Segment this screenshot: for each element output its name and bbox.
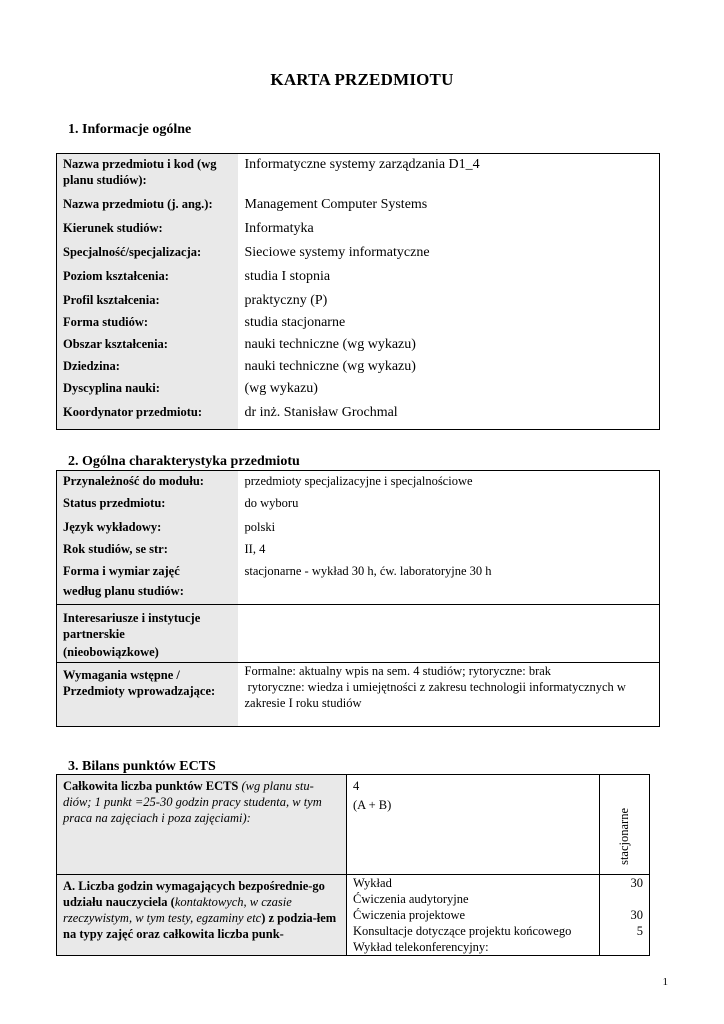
label-study-form: Forma studiów: [57,312,238,334]
class-type-lecture: Wykład [353,876,392,890]
label-area: Obszar kształcenia: [57,334,238,356]
hours-teleconference [606,939,643,955]
value-study-form: studia stacjonarne [244,314,346,330]
value-discipline: (wg wykazu) [244,380,318,396]
prereq-line3: zakresie I roku studiów [244,696,362,710]
contact-hours-types [347,875,600,956]
section-2-heading: 2. Ogólna charakterystyka przedmiotu [68,454,300,469]
value-domain: nauki techniczne (wg wykazu) [244,358,416,374]
label-domain: Dziedzina: [57,356,238,378]
value-module: przedmioty specjalizacyjne i specjalnościowe [244,474,473,488]
label-status: Status przedmiotu: [57,493,238,517]
label-class-form-line2: według planu studiów: [63,583,184,598]
section-3-heading: 3. Bilans punktów ECTS [68,759,216,774]
label-module: Przynależność do modułu: [57,471,238,493]
label-partners-line2: partnerskie [63,627,125,641]
column-header-text: stacjonarne [617,808,631,865]
label-partners-line3: (nieobowiązkowe) [63,645,159,659]
contact-hours-label-p1: A. Liczba godzin wymagających bezpośrednie-go udziału nauczyciela ( [63,879,325,909]
label-field-of-study: Kierunek studiów: [57,218,238,242]
label-prerequisites-line1: Wymagania wstępne / [63,668,180,682]
hours-auditorium [606,891,643,907]
value-status: do wyboru [244,495,299,510]
value-year-semester: II, 4 [244,541,266,556]
value-coordinator: dr inż. Stanisław Grochmal [244,404,398,420]
label-class-form [57,561,238,605]
value-specialization: Sieciowe systemy informatyczne [244,244,430,260]
label-prerequisites [57,663,238,727]
value-area: nauki techniczne (wg wykazu) [244,336,416,352]
ects-total-formula: (A + B) [353,798,392,812]
prereq-line1: Formalne: aktualny wpis na sem. 4 studiów; rytoryczne: brak [244,664,552,678]
column-header-stacjonarne [600,775,650,875]
page-number: 1 [662,976,668,988]
label-profile: Profil kształcenia: [57,290,238,312]
value-prerequisites [238,663,660,727]
label-course-name: Nazwa przedmiotu i kod (wg planu studiów): [57,154,238,194]
hours-project: 30 [630,908,643,922]
value-partners [238,605,660,663]
characteristics-table [56,470,660,727]
ects-total-label-italic: (wg planu stu-diów; 1 punkt =25-30 godzin pracy studenta, w tym praca na zajęciach i poza zajęciami): [63,779,322,825]
class-type-project: Ćwiczenia projektowe [353,908,466,922]
label-coordinator: Koordynator przedmiotu: [57,402,238,430]
section-1-heading: 1. Informacje ogólne [68,122,192,137]
ects-total-label-bold: Całkowita liczba punktów ECTS [63,779,239,793]
ects-total-number: 4 [353,779,360,793]
value-level: studia I stopnia [244,268,331,284]
value-profile: praktyczny (P) [244,292,328,308]
label-class-form-line1: Forma i wymiar zajęć [63,563,180,578]
value-field-of-study: Informatyka [244,220,314,236]
document-title: KARTA PRZEDMIOTU [270,70,454,89]
value-language: polski [244,519,276,534]
label-discipline: Dyscyplina nauki: [57,378,238,402]
general-info-table [56,153,660,430]
ects-total-value [347,775,600,875]
label-level: Poziom kształcenia: [57,266,238,290]
value-english-name: Management Computer Systems [244,196,428,212]
label-language: Język wykładowy: [57,517,238,539]
label-prerequisites-line2: Przedmioty wprowadzające: [63,684,216,698]
prereq-line2: rytoryczne: wiedza i umiejętności z zakresu technologii informatycznych w [244,680,626,694]
ects-table [56,774,650,956]
label-english-name: Nazwa przedmiotu (j. ang.): [57,194,238,218]
contact-hours-label-p3: ) z podzia-łem na typy zajęć oraz całkowita liczba punk- [63,911,337,941]
class-type-consultations: Konsultacje dotyczące projektu końcowego [353,924,572,938]
hours-consultations: 5 [636,924,643,938]
label-specialization: Specjalność/specjalizacja: [57,242,238,266]
label-year-semester: Rok studiów, se str: [57,539,238,561]
contact-hours-label-p2: kontaktowych, w czasie rzeczywistym, w tym testy, egzaminy etc [63,895,292,925]
value-class-form: stacjonarne - wykład 30 h, ćw. laboratoryjne 30 h [244,563,492,578]
contact-hours-values [600,875,650,956]
class-type-auditorium: Ćwiczenia audytoryjne [353,892,469,906]
label-partners [57,605,238,663]
value-course-name: Informatyczne systemy zarządzania D1_4 [244,157,480,172]
label-partners-line1: Interesariusze i instytucje [63,611,201,625]
ects-total-label [57,775,347,875]
class-type-teleconference: Wykład telekonferencyjny: [353,940,489,954]
contact-hours-label [57,875,347,956]
hours-lecture: 30 [630,876,643,890]
